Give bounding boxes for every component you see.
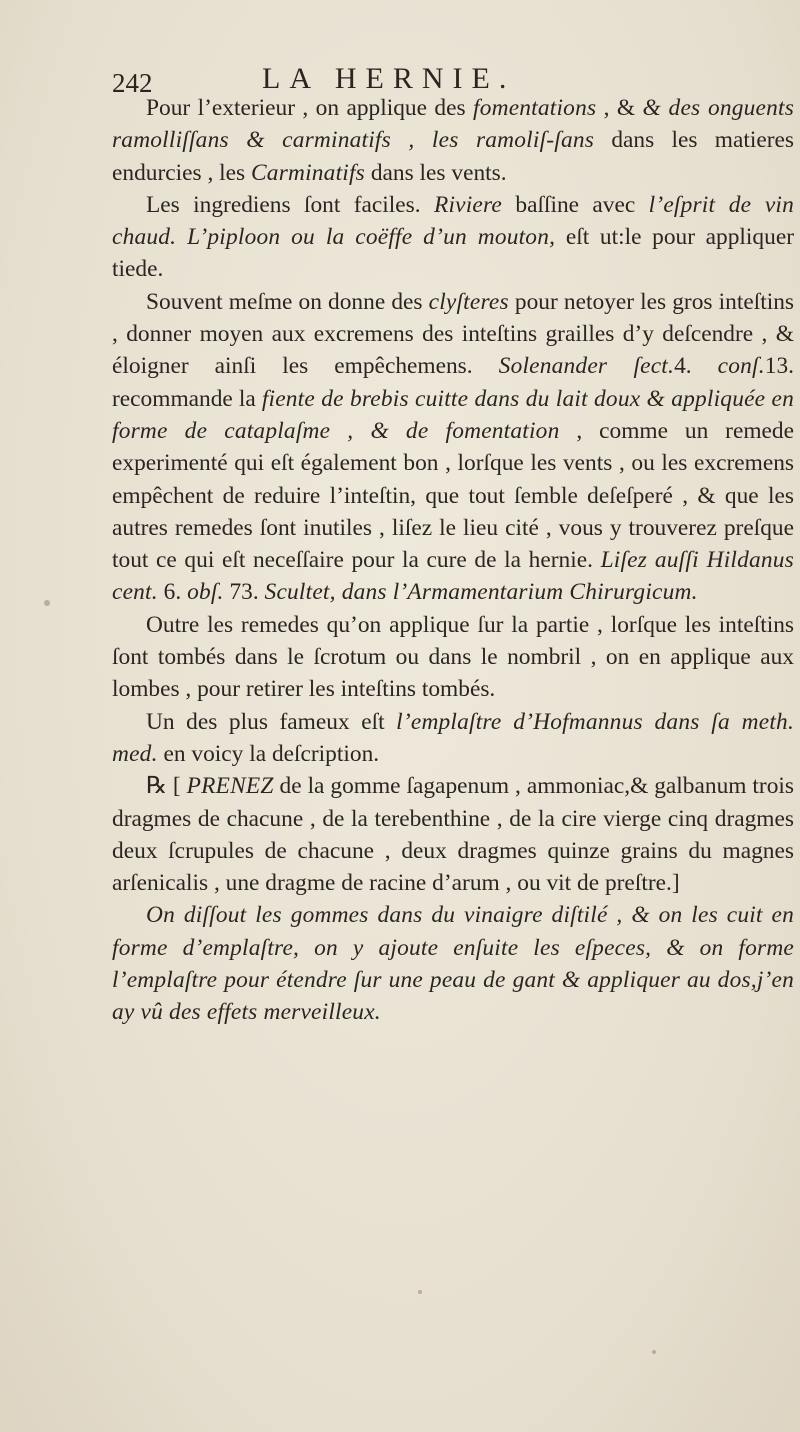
paragraph — [112, 286, 794, 609]
italic-run: Carminatifs — [251, 159, 365, 186]
text-run: Souvent meſme on donne des — [146, 288, 429, 315]
italic-run: l’eſprit de vin chaud. L’piploon ou la coëffe d’un mouton, — [112, 191, 794, 251]
paper-spot — [44, 600, 50, 606]
paragraph — [112, 899, 794, 1028]
text-run: Les ingrediens ſont faciles. — [146, 191, 434, 218]
italic-run: l’emplaſtre d’Hofmannus dans ſa meth. med. — [112, 708, 794, 767]
page-number: 242 — [112, 68, 153, 98]
text-run: 13. recommande la — [112, 353, 795, 412]
text-run: Outre les remedes qu’on applique ſur la partie , lorſque les inteſtins ſont tombés dans le ſcrotum ou dans le nombril , on en applique aux lombes , pour retirer les inteſtins tombés. — [112, 611, 794, 703]
paragraph — [112, 609, 794, 706]
text-run: eſt ut:le pour appliquer tiede. — [112, 224, 794, 283]
italic-run: & des onguents ramolliſſans & carminatifs , les ramoliſ-ſans — [112, 95, 794, 154]
paragraph — [112, 706, 794, 771]
text-run: , & — [596, 95, 643, 121]
italic-run: Riviere — [433, 191, 503, 218]
text-run: en voicy la deſcription. — [157, 740, 380, 767]
italic-run: PRENEZ — [186, 773, 274, 800]
italic-run: fomentations — [473, 95, 597, 121]
italic-run: fiente de brebis cuitte dans du lait doux & appliquée en forme de cataplaſme , & de fomentation — [112, 385, 794, 444]
paragraph — [112, 92, 794, 189]
text-run: de la gomme ſagapenum , ammoniac,& galbanum trois dragmes de chacune , de la terebenthine , de la cire vierge cinq dragmes deux ſcrupules de chacune , deux dragmes quinze grains du magnes arſenicalis , une dragme de racine d’arum , ou vit de preſtre.] — [112, 773, 794, 897]
paper-spot — [418, 1290, 422, 1294]
text-run: 73. — [223, 579, 265, 606]
text-run: baſſine avec — [502, 191, 649, 218]
paragraph — [112, 770, 794, 899]
text-run: Pour l’exterieur , on applique des — [146, 95, 474, 121]
text-run: Un des plus fameux eſt — [146, 708, 397, 735]
paper-spot — [652, 1350, 656, 1354]
paragraph — [112, 189, 794, 286]
italic-run: clyſteres — [428, 288, 509, 315]
italic-run: On diſſout les gommes dans du vinaigre diſtilé , & on les cuit en forme d’emplaſtre, on y ajoute enſuite les eſpeces, & on forme l’emplaſtre pour étendre ſur une peau de gant & appliquer au dos,j’en ay vû des effets merveilleux. — [112, 902, 794, 1026]
body-text — [112, 92, 794, 1029]
italic-run: Scultet, dans l’Armamentarium Chirurgicum. — [264, 579, 698, 606]
text-run: dans les matieres endurcies , les — [112, 127, 794, 186]
text-run: ℞ [ — [146, 773, 187, 800]
text-run: 6. — [157, 579, 188, 606]
italic-run: Liſez auſſi Hildanus cent. — [112, 547, 794, 606]
italic-run: conſ. — [717, 353, 765, 380]
italic-run: obſ. — [187, 579, 224, 606]
text-run: dans les vents. — [364, 159, 507, 186]
text-run: , comme un remede experimenté qui eſt également bon , lorſque les vents , ou les excremens empêchent de reduire l’inteſtin, que tout ſemble deſeſperé , & que les autres remedes ſont inutiles , liſez le lieu cité , vous y trouverez preſque tout ce qui eſt neceſſaire pour la cure de la hernie. — [112, 417, 794, 574]
italic-run: Solenander ſect. — [498, 353, 675, 380]
text-run: 4. — [674, 353, 718, 380]
running-head: LA HERNIE. — [262, 62, 516, 95]
text-run: pour netoyer les gros inteſtins , donner moyen aux excremens des inteſtins grailles d’y deſcendre , & éloigner ainſi les empêchemens. — [112, 288, 795, 380]
